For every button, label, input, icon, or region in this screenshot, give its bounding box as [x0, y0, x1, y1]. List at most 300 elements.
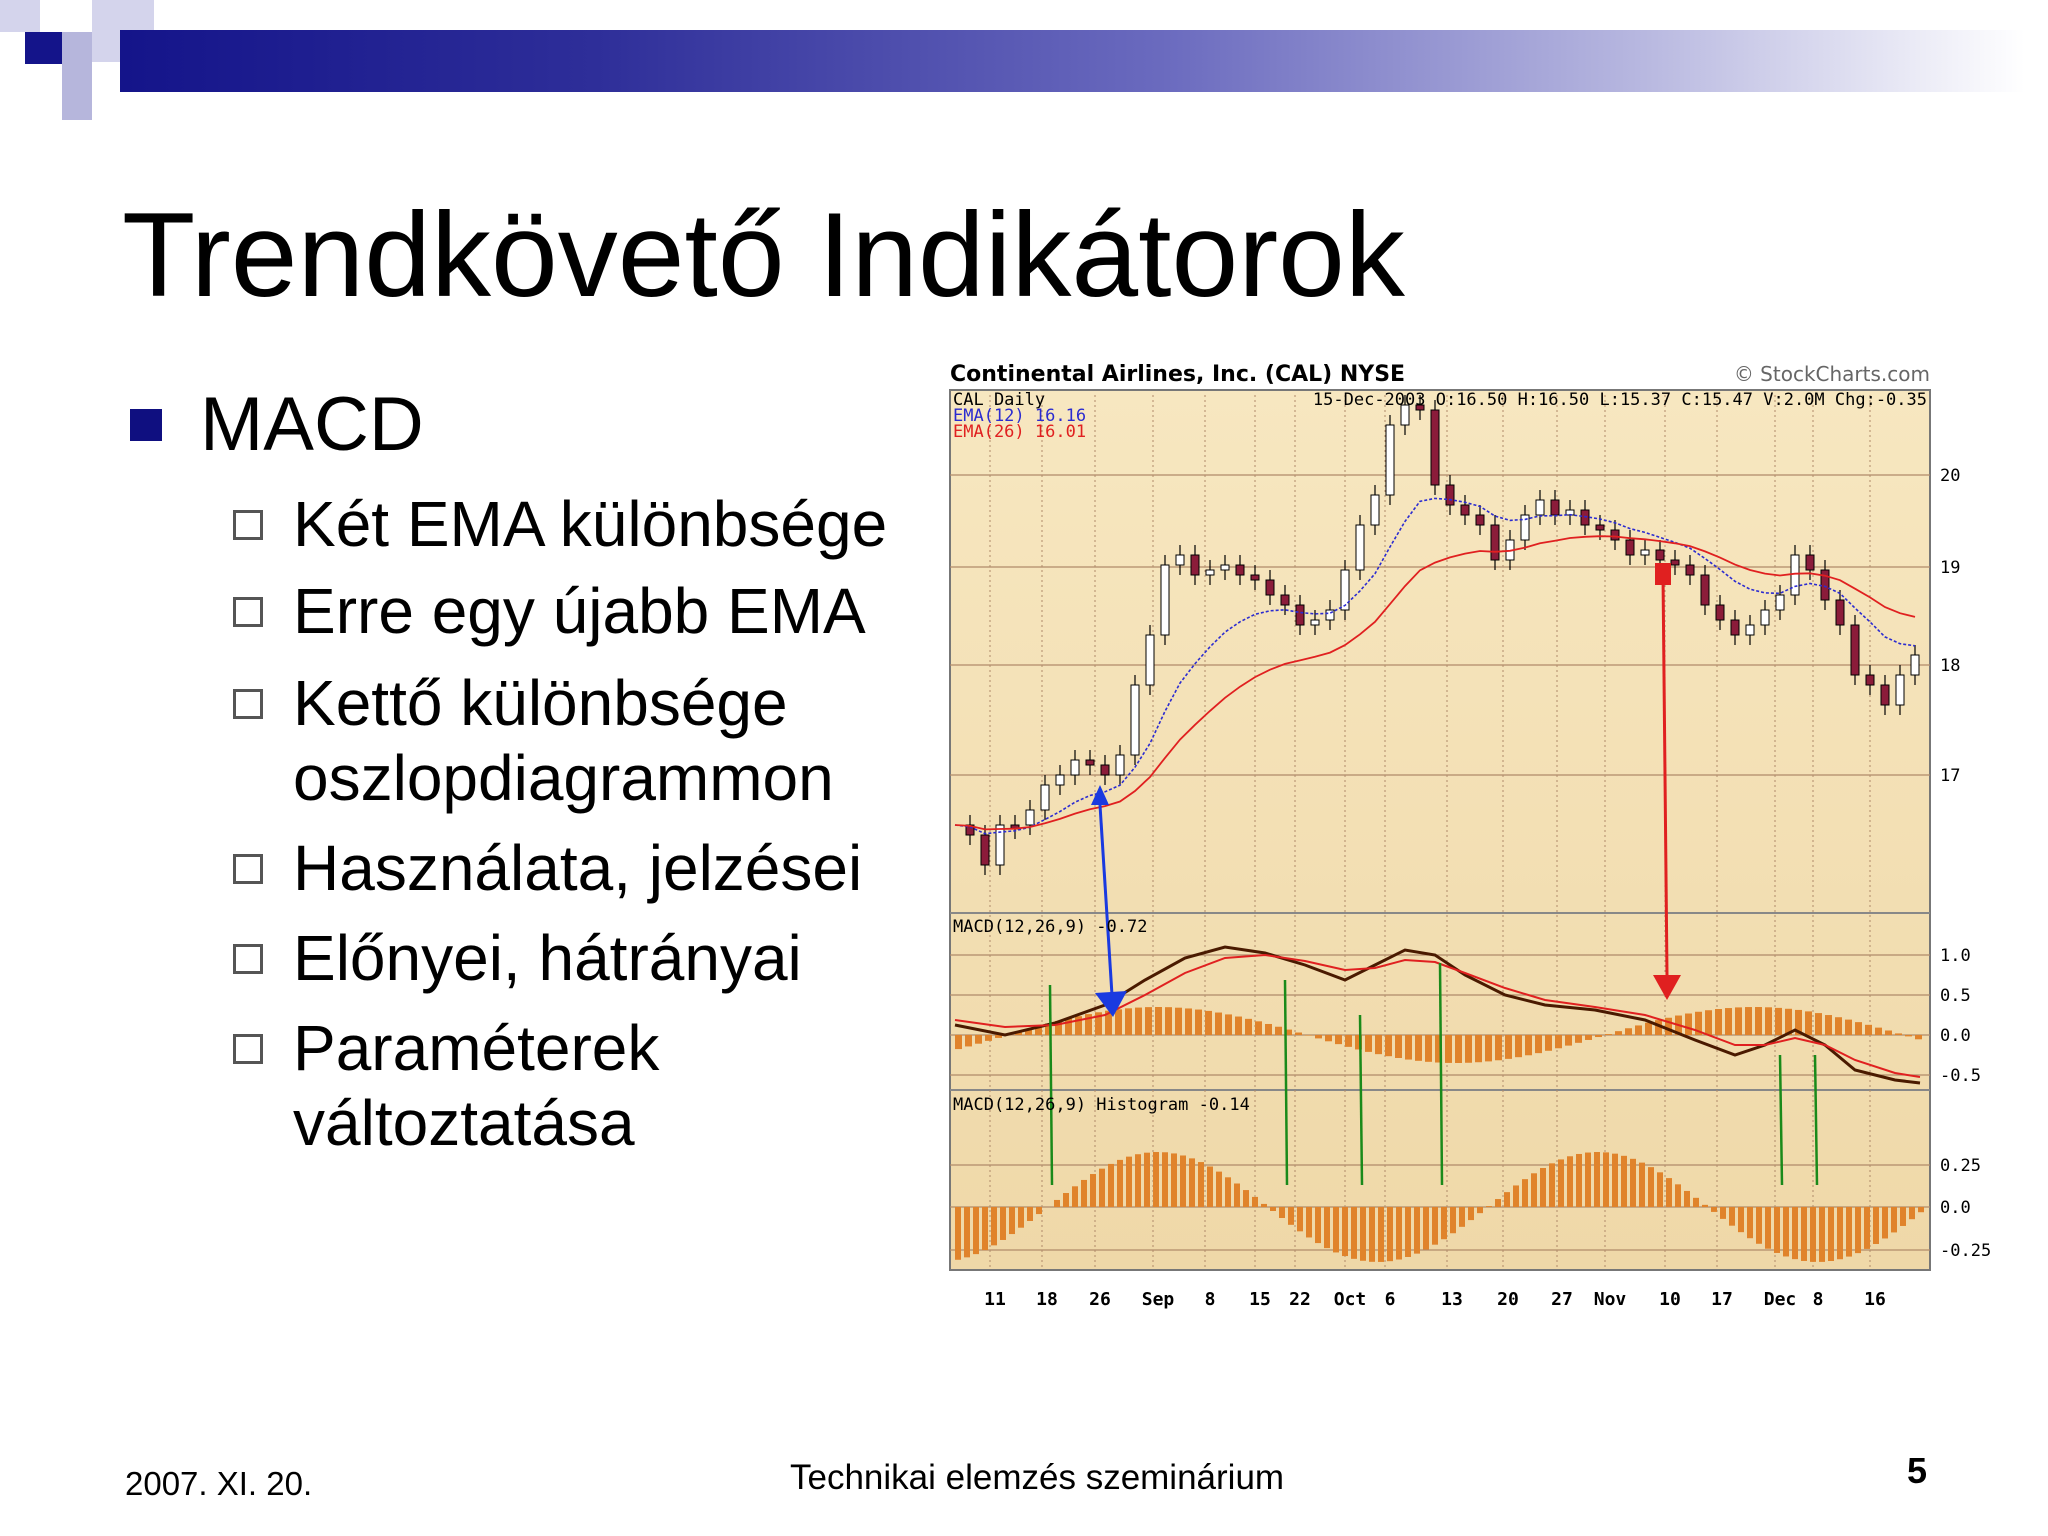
sub-bullet-text: oszlopdiagrammon: [293, 742, 834, 814]
candle-body: [1026, 810, 1034, 825]
macd-histogram-bar: [1265, 1024, 1272, 1035]
histogram-bar: [1297, 1207, 1303, 1231]
histogram-bar: [1630, 1159, 1636, 1207]
histogram-bar: [1810, 1207, 1816, 1262]
histogram-bar: [1063, 1193, 1069, 1207]
candle-body: [1896, 675, 1904, 705]
macd-histogram-bar: [1115, 1009, 1122, 1035]
histogram-bar: [1738, 1207, 1744, 1232]
date-tick-label: 20: [1497, 1289, 1519, 1310]
candle-body: [1536, 500, 1544, 515]
candle-body: [1491, 525, 1499, 560]
macd-histogram-bar: [1465, 1035, 1472, 1063]
price-tick-label: 20: [1940, 466, 1961, 486]
histogram-bar: [1477, 1207, 1483, 1213]
macd-histogram-bar: [1825, 1015, 1832, 1035]
histogram-bar: [1027, 1207, 1033, 1221]
histogram-bar: [1216, 1172, 1222, 1207]
histogram-bar: [1270, 1207, 1276, 1211]
macd-histogram-bar: [1245, 1019, 1252, 1035]
histogram-bar: [1594, 1152, 1600, 1207]
histogram-bar: [1162, 1152, 1168, 1207]
macd-histogram-bar: [1325, 1035, 1332, 1041]
histogram-bar: [1432, 1207, 1438, 1245]
macd-stock-chart-image: [945, 355, 1992, 1315]
histogram-bar: [1549, 1163, 1555, 1207]
sub-bullet-text: Használata, jelzései: [293, 832, 863, 904]
histogram-tick-label: 0.25: [1940, 1156, 1981, 1176]
histogram-bar: [1567, 1156, 1573, 1207]
sub-bullet-text: Kettő különbsége: [293, 667, 788, 739]
macd-histogram-bar: [1595, 1035, 1602, 1037]
macd-histogram-bar: [1615, 1031, 1622, 1035]
hollow-square-bullet-icon: [233, 854, 263, 884]
histogram-bar: [1909, 1207, 1915, 1219]
chart-svg: [945, 355, 1992, 1315]
histogram-bar: [1378, 1207, 1384, 1262]
macd-histogram-bar: [1495, 1035, 1502, 1060]
histogram-bar: [1828, 1207, 1834, 1261]
histogram-axis-ticks: [1940, 1156, 1991, 1261]
histogram-bar: [1801, 1207, 1807, 1261]
macd-histogram-bar: [1865, 1025, 1872, 1035]
candle-body: [1176, 555, 1184, 565]
macd-histogram-bar: [1375, 1035, 1382, 1054]
candle-body: [1146, 635, 1154, 685]
histogram-tick-label: 0.0: [1940, 1198, 1971, 1218]
candle-body: [1581, 510, 1589, 525]
histogram-bar: [1315, 1207, 1321, 1243]
main-bullet-marker: [130, 385, 162, 465]
histogram-bar: [1333, 1207, 1339, 1252]
macd-tick-label: 0.5: [1940, 986, 1971, 1006]
histogram-tick-label: -0.25: [1940, 1241, 1992, 1261]
histogram-bar: [1468, 1207, 1474, 1220]
slide-title: Trendkövető Indikátorok: [122, 188, 1405, 322]
histogram-bar: [1648, 1167, 1654, 1207]
histogram-bar: [1288, 1207, 1294, 1225]
date-tick-label: 26: [1089, 1289, 1111, 1310]
histogram-bar: [1054, 1200, 1060, 1207]
histogram-bar: [1000, 1207, 1006, 1240]
header-decor-square: [62, 32, 92, 64]
macd-histogram-bar: [1845, 1020, 1852, 1035]
histogram-bar: [1414, 1207, 1420, 1254]
macd-histogram-bar: [1215, 1013, 1222, 1035]
candle-body: [1296, 605, 1304, 625]
macd-tick-label: 1.0: [1940, 946, 1971, 966]
candle-body: [1656, 550, 1664, 560]
chart-symbol-label: CAL Daily: [953, 390, 1046, 410]
histogram-bar: [1243, 1190, 1249, 1207]
candle-body: [1551, 500, 1559, 515]
candle-body: [1716, 605, 1724, 620]
date-tick-label: 18: [1036, 1289, 1058, 1310]
histogram-bar: [973, 1207, 979, 1254]
histogram-bar: [1774, 1207, 1780, 1253]
candle-body: [1251, 575, 1259, 580]
histogram-bar: [1036, 1207, 1042, 1214]
candle-body: [1731, 620, 1739, 635]
histogram-bar: [1252, 1197, 1258, 1207]
macd-histogram-bar: [1225, 1014, 1232, 1035]
candle-body: [1461, 505, 1469, 515]
ema12-legend: EMA(12) 16.16: [953, 406, 1087, 426]
histogram-bar: [1522, 1179, 1528, 1207]
histogram-bar: [1720, 1207, 1726, 1219]
candle-body: [1596, 525, 1604, 530]
macd-histogram-bar: [1805, 1011, 1812, 1035]
histogram-bar: [1261, 1204, 1267, 1207]
histogram-bar: [1540, 1168, 1546, 1207]
chart-plot-area: [950, 390, 1930, 1270]
macd-histogram-bar: [1425, 1035, 1432, 1062]
footer-date: 2007. XI. 20.: [125, 1465, 313, 1502]
candle-body: [1626, 540, 1634, 555]
hollow-square-bullet-icon: [233, 944, 263, 974]
candle-body: [1701, 575, 1709, 605]
candle-body: [1881, 685, 1889, 705]
macd-histogram-bar: [1835, 1017, 1842, 1035]
macd-histogram-bar: [1575, 1035, 1582, 1043]
price-tick-label: 19: [1940, 558, 1961, 578]
candle-body: [1386, 425, 1394, 495]
macd-histogram-bar: [1455, 1035, 1462, 1063]
macd-tick-label: -0.5: [1940, 1066, 1981, 1086]
macd-histogram-bar: [1755, 1007, 1762, 1035]
macd-histogram-bar: [1195, 1010, 1202, 1035]
candle-body: [1851, 625, 1859, 675]
ema26-legend: EMA(26) 16.01: [953, 422, 1087, 442]
histogram-bar: [1855, 1207, 1861, 1253]
histogram-bar: [1234, 1183, 1240, 1207]
macd-histogram-bar: [1885, 1030, 1892, 1035]
date-axis-ticks: [984, 1289, 1886, 1310]
histogram-bar: [1612, 1154, 1618, 1207]
histogram-bar: [1531, 1173, 1537, 1207]
date-tick-label: 11: [984, 1289, 1006, 1310]
date-tick-label: 8: [1204, 1289, 1216, 1310]
histogram-bar: [1837, 1207, 1843, 1259]
histogram-bar: [1018, 1207, 1024, 1228]
histogram-bar: [1351, 1207, 1357, 1259]
sub-bullet-text: Előnyei, hátrányai: [293, 922, 802, 994]
macd-histogram-bar: [1685, 1014, 1692, 1035]
macd-histogram-bar: [1765, 1007, 1772, 1035]
macd-histogram-bar: [1635, 1025, 1642, 1035]
macd-histogram-bar: [1745, 1007, 1752, 1035]
date-tick-label: 8: [1812, 1289, 1824, 1310]
macd-histogram-bar: [1235, 1017, 1242, 1035]
histogram-bar: [955, 1207, 961, 1260]
macd-histogram-bar: [1345, 1035, 1352, 1047]
macd-histogram-bar: [1205, 1011, 1212, 1035]
histogram-bar: [1504, 1192, 1510, 1207]
macd-axis-ticks: [1940, 946, 1981, 1086]
candle-body: [1641, 550, 1649, 555]
histogram-bar: [1423, 1207, 1429, 1250]
sub-bullet-text: Két EMA különbsége: [293, 488, 888, 560]
macd-histogram-bar: [1475, 1035, 1482, 1062]
histogram-bar: [1405, 1207, 1411, 1257]
histogram-bar: [1072, 1186, 1078, 1207]
macd-histogram-bar: [1415, 1035, 1422, 1061]
candle-body: [1431, 410, 1439, 485]
date-tick-label: Dec: [1763, 1289, 1797, 1310]
histogram-bar: [1684, 1191, 1690, 1207]
histogram-bar: [1558, 1159, 1564, 1207]
histogram-bar: [1171, 1153, 1177, 1207]
candle-body: [1866, 675, 1874, 685]
histogram-bar: [1450, 1207, 1456, 1233]
histogram-bar: [1621, 1156, 1627, 1207]
candle-body: [1911, 655, 1919, 675]
histogram-bar: [1756, 1207, 1762, 1244]
candle-body: [1371, 495, 1379, 525]
candle-body: [1116, 755, 1124, 775]
macd-histogram-bar: [1505, 1035, 1512, 1059]
header-decor-square: [25, 32, 62, 64]
histogram-bar: [991, 1207, 997, 1245]
candle-body: [1206, 570, 1214, 575]
candle-body: [1446, 485, 1454, 505]
histogram-bar: [1117, 1160, 1123, 1207]
macd-histogram-bar: [985, 1035, 992, 1041]
histogram-bar: [1918, 1207, 1924, 1212]
sub-bullet-text: Erre egy újabb EMA: [293, 575, 866, 647]
candle-body: [1161, 565, 1169, 635]
candle-body: [1221, 565, 1229, 570]
histogram-bar: [1639, 1163, 1645, 1207]
candle-body: [981, 835, 989, 865]
macd-histogram-bar: [1145, 1007, 1152, 1035]
macd-histogram-bar: [975, 1035, 982, 1044]
histogram-bar: [1306, 1207, 1312, 1237]
histogram-bar: [1513, 1185, 1519, 1207]
histogram-bar: [1459, 1207, 1465, 1227]
candle-body: [1761, 610, 1769, 625]
histogram-bar: [1666, 1178, 1672, 1207]
candle-body: [1776, 595, 1784, 610]
histogram-bar: [1342, 1207, 1348, 1256]
histogram-bar: [1486, 1206, 1492, 1207]
date-tick-label: 15: [1249, 1289, 1271, 1310]
histogram-panel-label: MACD(12,26,9) Histogram -0.14: [953, 1095, 1250, 1115]
macd-histogram-bar: [1915, 1035, 1922, 1039]
macd-histogram-bar: [1275, 1027, 1282, 1035]
histogram-bar: [1090, 1174, 1096, 1207]
histogram-bar: [1873, 1207, 1879, 1244]
macd-histogram-bar: [1135, 1008, 1142, 1035]
hollow-square-bullet-icon: [233, 1034, 263, 1064]
macd-histogram-bar: [1905, 1035, 1912, 1036]
macd-histogram-bar: [1855, 1022, 1862, 1035]
candle-body: [1191, 555, 1199, 575]
histogram-bar: [1729, 1207, 1735, 1226]
macd-histogram-bar: [1515, 1035, 1522, 1057]
histogram-bar: [1009, 1207, 1015, 1234]
header-gradient-bar: [120, 30, 2025, 92]
date-tick-label: 16: [1864, 1289, 1886, 1310]
candle-body: [1056, 775, 1064, 785]
histogram-bar: [964, 1207, 970, 1257]
page-number: 5: [1907, 1450, 1928, 1491]
date-tick-label: 27: [1551, 1289, 1573, 1310]
macd-histogram-bar: [1485, 1035, 1492, 1061]
macd-histogram-bar: [1565, 1035, 1572, 1046]
price-tick-label: 17: [1940, 766, 1961, 786]
price-axis-ticks: [1940, 466, 1960, 786]
histogram-bar: [1081, 1180, 1087, 1207]
date-tick-label: 6: [1384, 1289, 1396, 1310]
candle-body: [1476, 515, 1484, 525]
candle-body: [1086, 760, 1094, 765]
macd-histogram-bar: [1525, 1035, 1532, 1055]
chart-quote-label: 15-Dec-2003 O:16.50 H:16.50 L:15.37 C:15.47 V:2.0M Chg:-0.35: [1312, 390, 1927, 410]
macd-histogram-bar: [1445, 1035, 1452, 1063]
histogram-bar: [982, 1207, 988, 1250]
histogram-bar: [1180, 1155, 1186, 1207]
date-tick-label: 10: [1659, 1289, 1681, 1310]
histogram-bar: [1882, 1207, 1888, 1238]
histogram-bar: [1126, 1157, 1132, 1207]
sub-bullet-text: változtatása: [293, 1087, 635, 1159]
macd-histogram-bar: [965, 1035, 972, 1046]
candle-body: [1266, 580, 1274, 595]
histogram-bar: [1675, 1184, 1681, 1207]
macd-histogram-bar: [1295, 1033, 1302, 1035]
macd-panel-label: MACD(12,26,9) -0.72: [953, 917, 1148, 937]
chart-header-left: Continental Airlines, Inc. (CAL) NYSE: [950, 362, 1406, 387]
date-tick-label: Sep: [1141, 1289, 1175, 1310]
macd-histogram-bar: [1645, 1023, 1652, 1035]
candle-body: [1791, 555, 1799, 595]
macd-histogram-bar: [1385, 1035, 1392, 1056]
macd-histogram-bar: [1155, 1007, 1162, 1035]
candle-body: [1311, 620, 1319, 625]
macd-histogram-bar: [1405, 1035, 1412, 1060]
histogram-bar: [1108, 1164, 1114, 1207]
histogram-bar: [1693, 1198, 1699, 1207]
sub-bullet-text: Paraméterek: [293, 1012, 660, 1084]
histogram-bar: [1747, 1207, 1753, 1238]
candle-body: [1686, 565, 1694, 575]
candle-body: [1806, 555, 1814, 570]
candle-body: [1071, 760, 1079, 775]
candle-body: [1041, 785, 1049, 810]
macd-histogram-bar: [1875, 1028, 1882, 1035]
candle-body: [1131, 685, 1139, 755]
histogram-bar: [1099, 1169, 1105, 1207]
histogram-bar: [1585, 1153, 1591, 1207]
candle-body: [1236, 565, 1244, 575]
main-bullet-text: MACD: [200, 382, 424, 467]
macd-histogram-bar: [1535, 1035, 1542, 1053]
candle-body: [1101, 765, 1109, 775]
histogram-bar: [1207, 1167, 1213, 1207]
histogram-bar: [1891, 1207, 1897, 1232]
hollow-square-bullet-icon: [233, 510, 263, 540]
histogram-bar: [1144, 1153, 1150, 1207]
histogram-bar: [1657, 1172, 1663, 1207]
candle-body: [1281, 595, 1289, 605]
date-tick-label: 17: [1711, 1289, 1733, 1310]
date-tick-label: 13: [1441, 1289, 1463, 1310]
histogram-bar: [1819, 1207, 1825, 1262]
histogram-bar: [1864, 1207, 1870, 1249]
macd-histogram-bar: [1185, 1008, 1192, 1035]
macd-histogram-bar: [1605, 1034, 1612, 1035]
macd-histogram-bar: [1815, 1013, 1822, 1035]
macd-histogram-bar: [1175, 1008, 1182, 1035]
macd-histogram-bar: [1315, 1035, 1322, 1038]
histogram-bar: [1711, 1207, 1717, 1212]
macd-histogram-bar: [1715, 1009, 1722, 1035]
macd-histogram-bar: [1585, 1035, 1592, 1040]
histogram-bar: [1441, 1207, 1447, 1239]
header-decor-square: [62, 62, 92, 120]
macd-histogram-bar: [1775, 1008, 1782, 1035]
candle-body: [996, 825, 1004, 865]
date-tick-label: Oct: [1333, 1289, 1367, 1310]
histogram-bar: [1495, 1199, 1501, 1207]
histogram-bar: [1369, 1207, 1375, 1262]
histogram-bar: [1846, 1207, 1852, 1257]
macd-histogram-bar: [1895, 1033, 1902, 1035]
histogram-bar: [1360, 1207, 1366, 1261]
date-tick-label: 22: [1289, 1289, 1311, 1310]
macd-histogram-bar: [1165, 1007, 1172, 1035]
macd-histogram-bar: [955, 1035, 962, 1049]
macd-histogram-bar: [1365, 1035, 1372, 1052]
histogram-bar: [1603, 1152, 1609, 1207]
hollow-square-bullet-icon: [233, 597, 263, 627]
macd-histogram-bar: [1735, 1007, 1742, 1035]
candle-body: [1671, 560, 1679, 565]
header-decor-square: [0, 0, 40, 32]
macd-histogram-bar: [1555, 1035, 1562, 1048]
histogram-bar: [1765, 1207, 1771, 1249]
candle-body: [1611, 530, 1619, 540]
price-tick-label: 18: [1940, 656, 1961, 676]
histogram-bar: [1135, 1154, 1141, 1207]
footer-title: Technikai elemzés szeminárium: [790, 1458, 1285, 1497]
date-tick-label: Nov: [1593, 1289, 1627, 1310]
chart-header-right: © StockCharts.com: [1733, 362, 1930, 386]
histogram-bar: [1783, 1207, 1789, 1256]
candle-body: [1836, 600, 1844, 625]
histogram-bar: [1279, 1207, 1285, 1218]
macd-histogram-bar: [1625, 1028, 1632, 1035]
macd-histogram-bar: [1545, 1035, 1552, 1051]
histogram-bar: [1198, 1162, 1204, 1207]
hollow-square-bullet-icon: [233, 689, 263, 719]
histogram-bar: [1387, 1207, 1393, 1261]
histogram-bar: [1792, 1207, 1798, 1259]
histogram-bar: [1396, 1207, 1402, 1260]
histogram-bar: [1189, 1158, 1195, 1207]
histogram-bar: [1324, 1207, 1330, 1248]
macd-histogram-bar: [1395, 1035, 1402, 1058]
macd-histogram-bar: [1125, 1008, 1132, 1035]
macd-histogram-bar: [1705, 1010, 1712, 1035]
macd-tick-label: 0.0: [1940, 1026, 1971, 1046]
candle-body: [1356, 525, 1364, 570]
macd-histogram-bar: [1255, 1021, 1262, 1035]
histogram-bar: [1702, 1205, 1708, 1207]
histogram-bar: [1576, 1154, 1582, 1207]
macd-histogram-bar: [1725, 1008, 1732, 1035]
